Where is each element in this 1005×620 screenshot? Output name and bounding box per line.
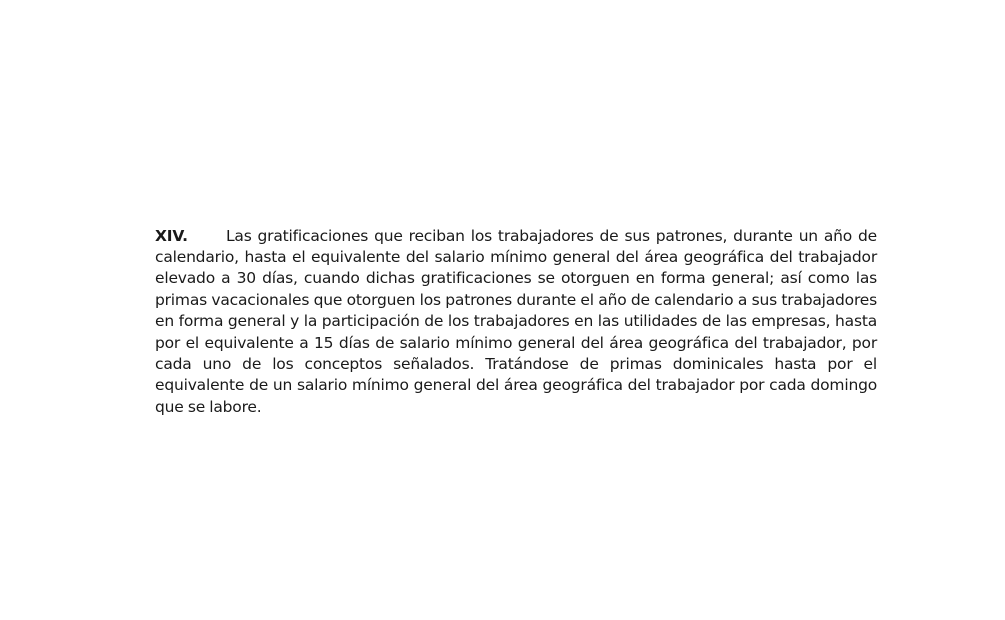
article-text: Las gratificaciones que reciban los trabajadores de sus patrones, durante un año de calendario, hasta el equivalente del salario mínimo general del área geográfica del trabajador elevado a 30 días, cuando dichas gratificaciones se otorguen en forma general; así como las primas vacacionales que otorguen los patrones durante el año de calendario a sus trabajadores en forma general y la participación de los trabajadores en las utilidades de las empresas, hasta por el equivalente a 15 días de salario mínimo general del área geográfica del trabajador, por cada uno de los conceptos señalados. Tratándose de primas dominicales hasta por el equivalente de un salario mínimo general del área geográfica del trabajador por cada domingo que se labore. <box>155 226 877 416</box>
article-number: XIV. <box>155 226 188 245</box>
article-paragraph <box>155 226 877 419</box>
